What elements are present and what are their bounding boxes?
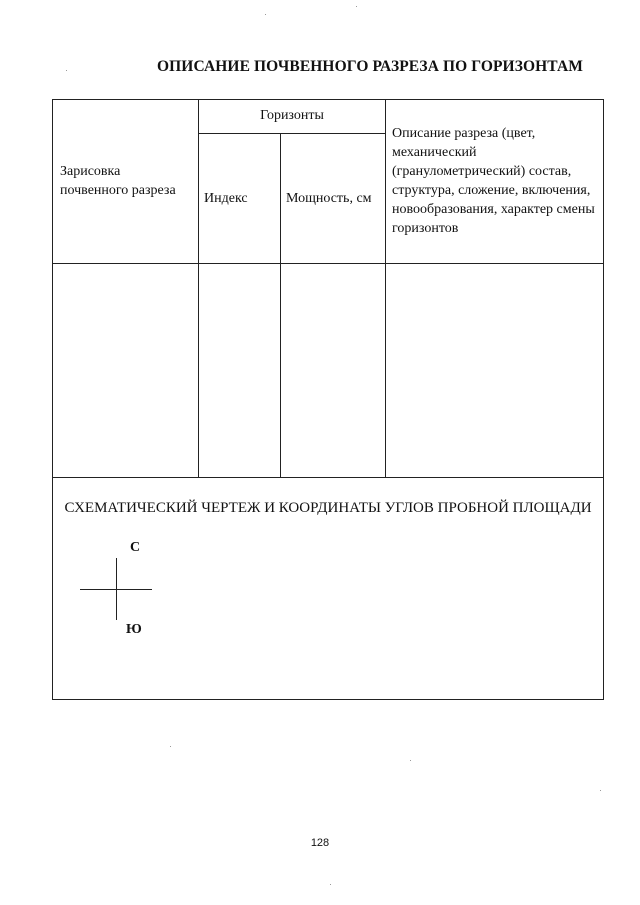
horizons-subheader-divider [198,133,385,134]
plot-section-title: СХЕМАТИЧЕСКИЙ ЧЕРТЕЖ И КООРДИНАТЫ УГЛОВ ПРОБНОЙ ПЛОЩАДИ [64,500,592,516]
cell-sketch-input[interactable] [53,264,198,477]
cell-index-input[interactable] [199,264,280,477]
scan-speck [600,790,601,791]
page-title: ОПИСАНИЕ ПОЧВЕННОГО РАЗРЕЗА ПО ГОРИЗОНТАМ [156,58,583,75]
scan-speck [170,746,171,747]
cell-description-input[interactable] [386,264,603,477]
table-border-top [52,99,604,100]
table-border-bottom [52,699,604,700]
scan-speck [66,70,67,71]
header-thickness: Мощность, см [286,191,372,206]
header-horizons: Горизонты [260,108,324,123]
header-sketch: Зарисовка почвенного разреза [60,164,176,198]
scan-speck [410,760,411,761]
table-border-right [603,99,604,700]
compass-horizontal-line [80,589,152,590]
plot-drawing-area[interactable] [160,545,600,695]
header-index: Индекс [204,191,248,206]
compass-north-label: С [130,540,141,555]
body-row-divider [52,477,604,478]
page-number: 128 [310,837,330,849]
scan-speck [265,14,266,15]
header-description: Описание разреза (цвет, механический (гранулометрический) состав, структура, сложение, включения, новообразования, характер смены горизонтов [392,126,595,236]
compass-south-label: Ю [126,622,142,637]
scan-speck [330,884,331,885]
scan-speck [356,6,357,7]
cell-thickness-input[interactable] [281,264,385,477]
